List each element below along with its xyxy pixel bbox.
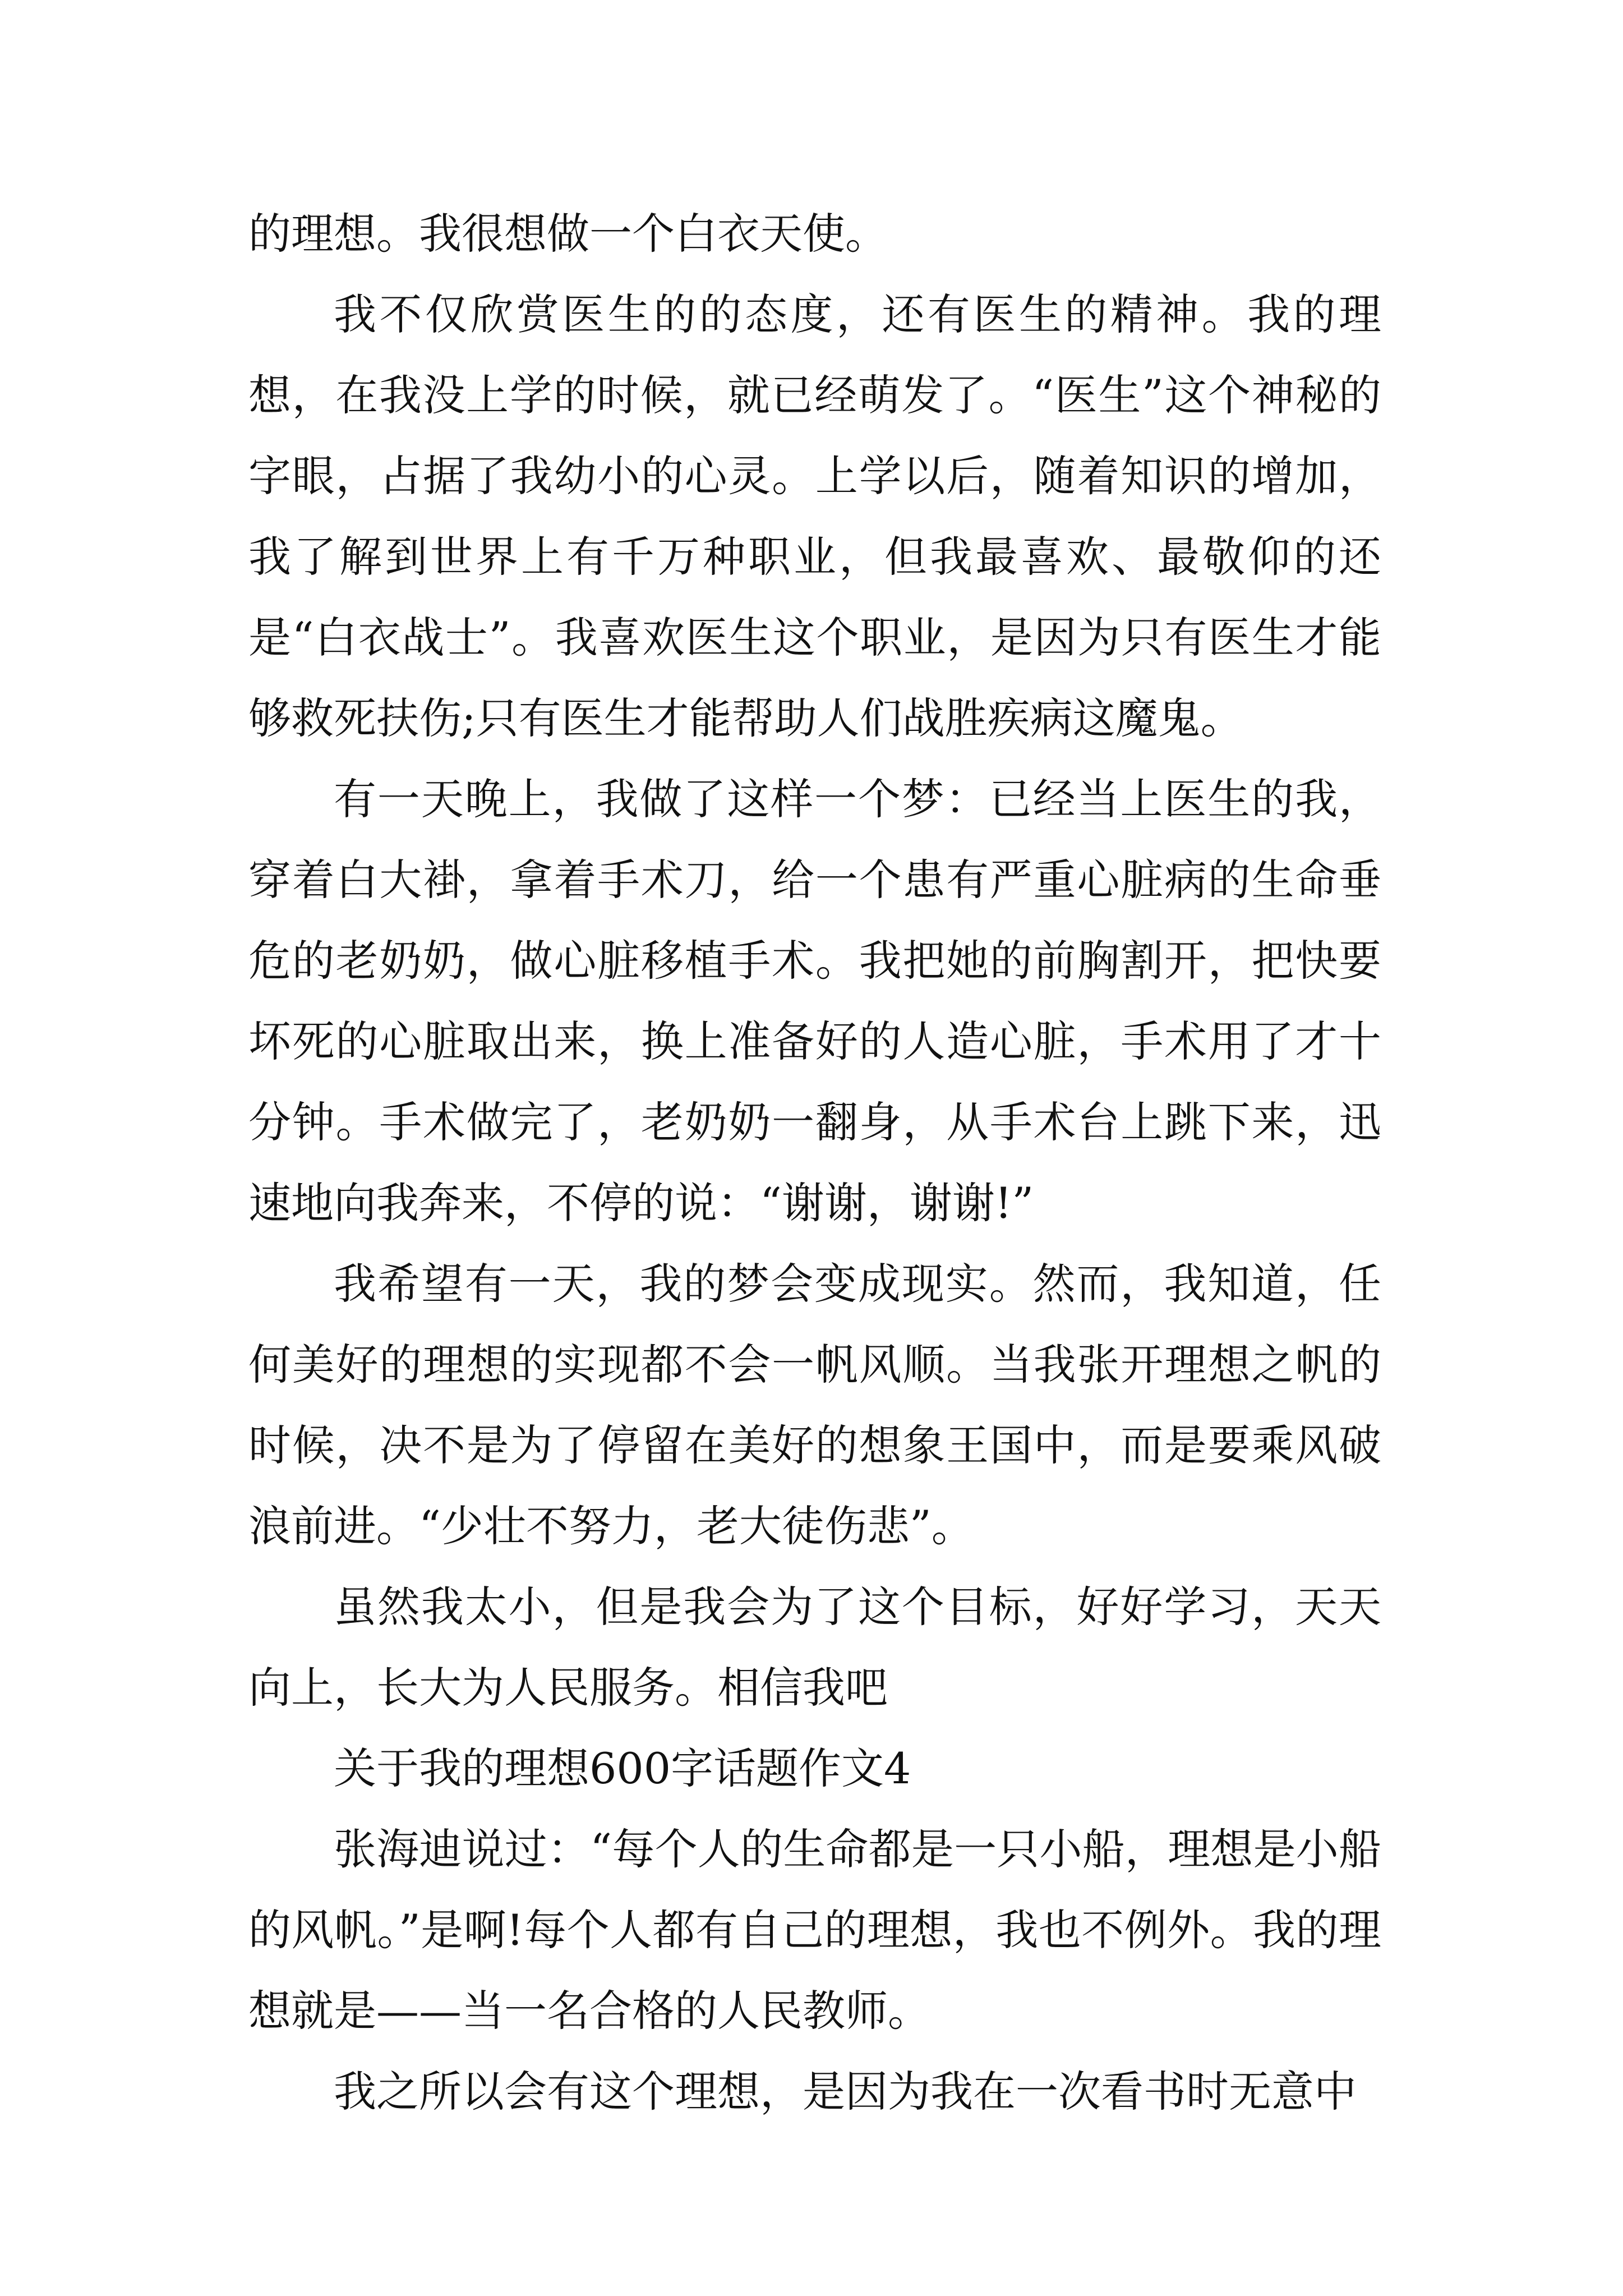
essay-heading: 关于我的理想600字话题作文4 [334,1743,911,1793]
paragraph-dream: 有一天晚上，我做了这样一个梦：已经当上医生的我，穿着白大褂，拿着手术刀，给一个患有严重心脏病的生命垂危的老奶奶，做心脏移植手术。我把她的前胸割开，把快要坏死的心脏取出来，换上准备好的人造心脏，手术用了才十分钟。手术做完了，老奶奶一翻身，从手术台上跳下来，迅速地向我奔来，不停的说：“谢谢，谢谢!” [248,774,1381,1228]
paragraph-resolve: 虽然我太小，但是我会为了这个目标，好好学习，天天向上，长大为人民服务。相信我吧 [248,1582,1381,1713]
paragraph-quote: 张海迪说过：“每个人的生命都是一只小船，理想是小船的风帆。”是啊!每个人都有自己的理想，我也不例外。我的理想就是——当一名合格的人民教师。 [248,1824,1381,2036]
essay-body [248,194,1381,2132]
paragraph-admiration: 我不仅欣赏医生的的态度，还有医生的精神。我的理想，在我没上学的时候，就已经萌发了。“医生”这个神秘的字眼，占据了我幼小的心灵。上学以后，随着知识的增加，我了解到世界上有千万种职业，但我最喜欢、最敬仰的还是“白衣战士”。我喜欢医生这个职业，是因为只有医生才能够救死扶伤;只有医生才能帮助人们战胜疾病这魔鬼。 [248,289,1381,743]
paragraph-reason: 我之所以会有这个理想，是因为我在一次看书时无意中 [334,2067,1357,2116]
paragraph-hope: 我希望有一天，我的梦会变成现实。然而，我知道，任何美好的理想的实现都不会一帆风顺。当我张开理想之帆的时候，决不是为了停留在美好的想象王国中，而是要乘风破浪前进。“少壮不努力，老大徒伤悲”。 [248,1259,1381,1551]
paragraph-continuation: 的理想。我很想做一个白衣天使。 [248,209,888,259]
